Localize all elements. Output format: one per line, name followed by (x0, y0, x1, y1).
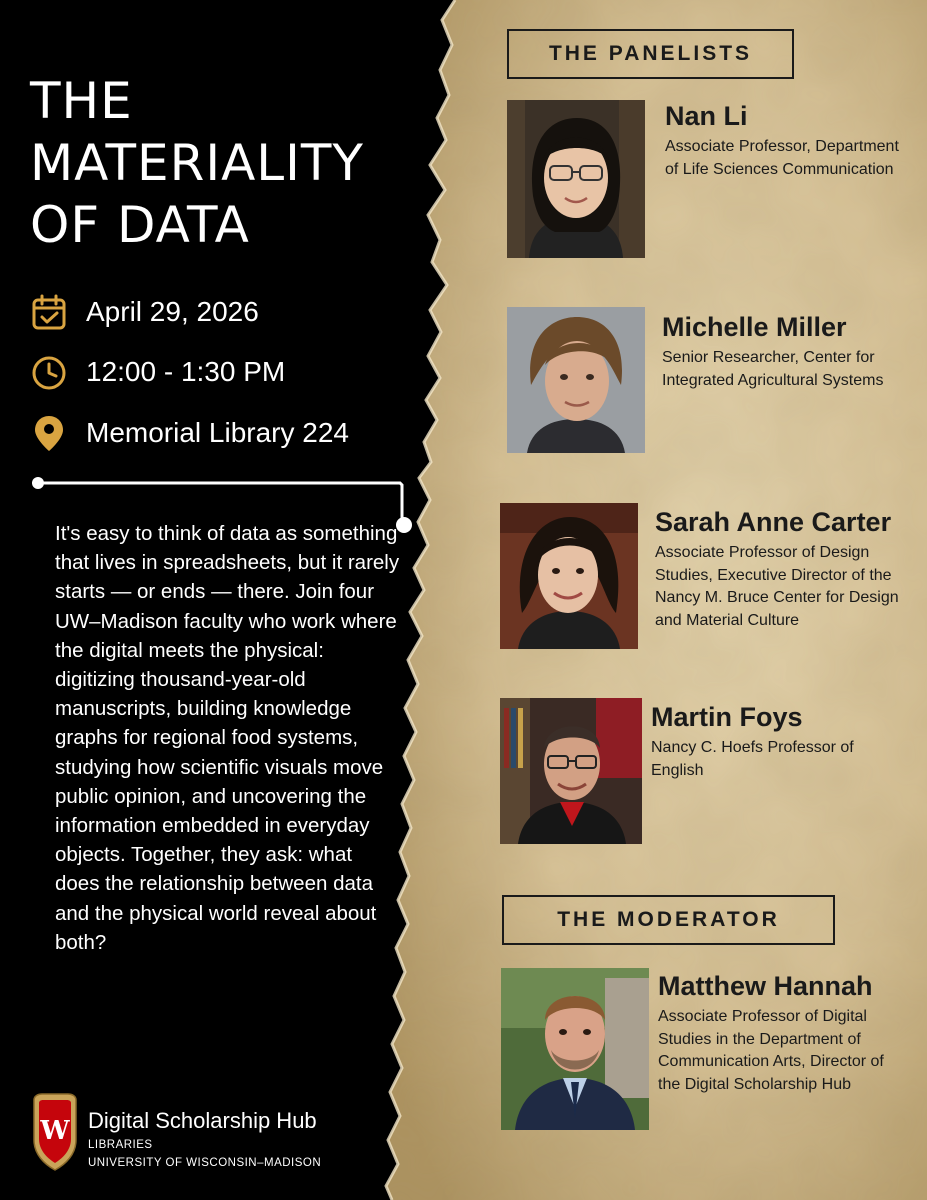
moderator-photo-matthew-hannah (501, 968, 649, 1130)
panelist-role: Associate Professor of Design Studies, Executive Director of the Nancy M. Bruce Center for Design and Material Culture (655, 544, 899, 629)
calendar-check-icon (30, 293, 68, 331)
moderator-card-matthew-hannah (658, 970, 908, 1096)
panelist-card-sarah-anne-carter (655, 506, 917, 632)
panelists-heading: THE PANELISTS (507, 29, 794, 79)
moderator-heading: THE MODERATOR (502, 895, 835, 945)
clock-icon (30, 353, 68, 391)
panelist-photo-michelle-miller (507, 307, 645, 453)
event-date-row (30, 290, 259, 334)
panelist-role: Associate Professor, Department of Life Sciences Communication (665, 138, 899, 178)
uw-crest-icon (28, 1092, 82, 1172)
panelist-photo-sarah-anne-carter (500, 503, 638, 649)
panelist-name: Sarah Anne Carter (655, 507, 892, 537)
panelist-name: Nan Li (665, 101, 748, 131)
panelist-role: Senior Researcher, Center for Integrated Agricultural Systems (662, 349, 884, 389)
event-location-row (30, 411, 349, 455)
title-line-1: THE (30, 72, 133, 130)
location-pin-icon (30, 414, 68, 452)
moderator-name: Matthew Hannah (658, 971, 873, 1001)
event-date: April 29, 2026 (86, 296, 259, 327)
title-line-2: MATERIALITY (30, 134, 364, 192)
footer-line-1: LIBRARIES (88, 1139, 153, 1151)
title-line-3: OF DATA (30, 196, 250, 254)
footer-line-2: UNIVERSITY OF WISCONSIN–MADISON (88, 1157, 322, 1169)
event-location: Memorial Library 224 (86, 417, 349, 448)
panelist-photo-nan-li (507, 100, 645, 258)
footer-title: Digital Scholarship Hub (88, 1108, 317, 1133)
footer-logo (28, 1092, 388, 1172)
event-time: 12:00 - 1:30 PM (86, 356, 286, 387)
panelist-role: Nancy C. Hoefs Professor of English (651, 739, 854, 779)
panelist-name: Martin Foys (651, 702, 803, 732)
panelist-card-michelle-miller (662, 311, 912, 392)
event-description: It's easy to think of data as something that lives in spreadsheets, but it rarely starts — or ends — there. Join four UW–Madison faculty who work where the digital meets the physical: digitizing thousand-year-old manuscripts, building knowledge graphs for regional food systems, studying how scientific visuals move public opinion, and uncovering the information embedded in everyday objects. Together, they ask: what does the relationship between data and the physical world reveal about both? (55, 522, 400, 954)
panelist-card-nan-li (665, 100, 905, 181)
event-time-row (30, 350, 285, 394)
panelist-photo-martin-foys (500, 698, 642, 844)
panelist-card-martin-foys (651, 701, 891, 782)
crest-letter: W (40, 1116, 70, 1146)
panelist-name: Michelle Miller (662, 312, 847, 342)
moderator-role: Associate Professor of Digital Studies in the Department of Communication Arts, Director of the Digital Scholarship Hub (658, 1008, 884, 1093)
